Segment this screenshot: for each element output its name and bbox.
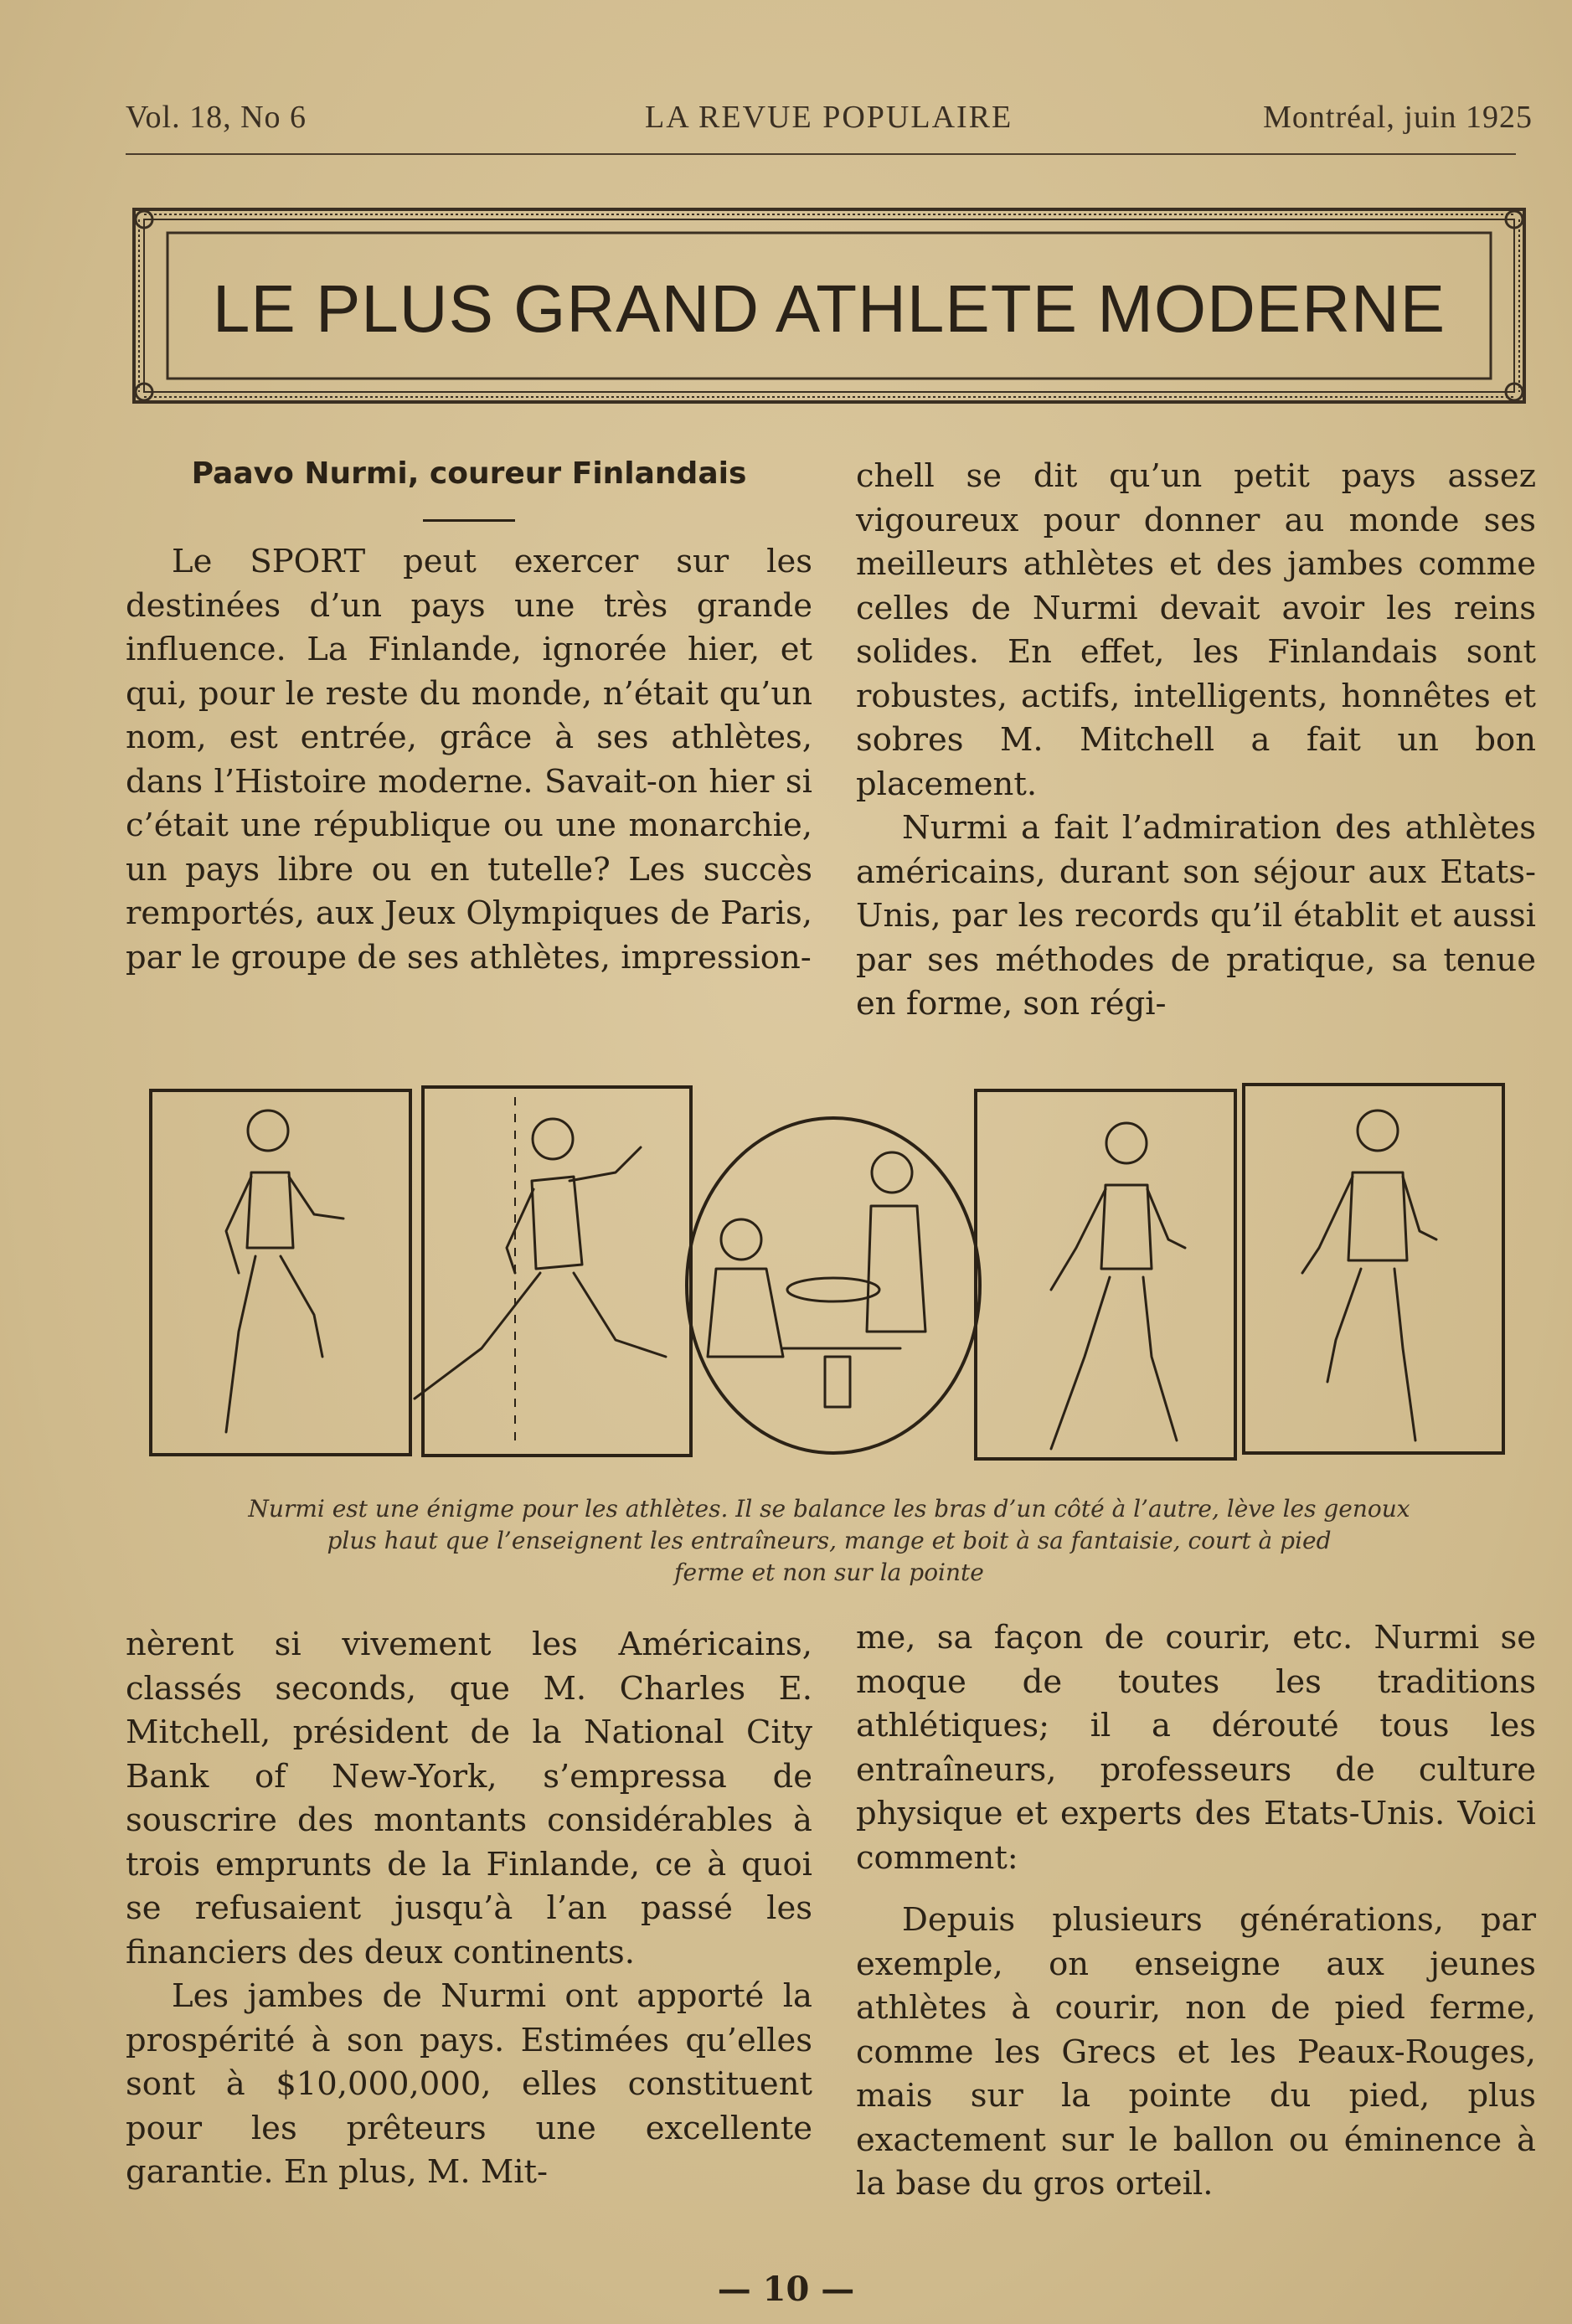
panel-frame xyxy=(423,1087,691,1456)
runner-torso xyxy=(1101,1185,1152,1269)
header-rule xyxy=(126,153,1516,155)
article-title: LE PLUS GRAND ATHLETE MODERNE xyxy=(212,271,1446,346)
volume-number: Vol. 18, No 6 xyxy=(126,100,307,135)
panel-frame xyxy=(1244,1085,1503,1453)
runner-torso xyxy=(247,1172,293,1248)
caption-line: Nurmi est une énigme pour les athlètes. Il se balance les bras d’un côté à l’autre, lève les genoux xyxy=(248,1495,1410,1523)
paragraph: chell se dit qu’un petit pays assez vigoureux pour donner au monde ses meilleurs athlètes et des jambes comme celles de Nurmi devait avoir les reins solides. En effet, les Finlandais sont robustes, actifs, intelligents, honnêtes et sobres M. Mitchell a fait un bon placement. xyxy=(856,457,1536,803)
runner-head xyxy=(533,1119,573,1159)
magazine-name: LA REVUE POPULAIRE xyxy=(645,100,1013,135)
article-subtitle: Paavo Nurmi, coureur Finlandais xyxy=(191,456,747,491)
caption-line: ferme et non sur la pointe xyxy=(674,1559,984,1586)
page-number: — 10 — xyxy=(717,2270,855,2309)
runner-torso xyxy=(1348,1172,1407,1260)
paragraph: Nurmi a fait l’admiration des athlètes américains, durant son séjour aux Etats-Unis, par les records qu’il établit et aussi par ses méthodes de pratique, sa tenue en forme, son régi- xyxy=(856,809,1536,1023)
illustration-panels xyxy=(147,1080,1508,1482)
separator-dash xyxy=(423,519,515,522)
dateline: Montréal, juin 1925 xyxy=(1263,100,1533,135)
paragraph: nèrent si vivement les Américains, classés seconds, que M. Charles E. Mitchell, président de la National City Bank of New-York, s’empressa de souscrire des montants considérables à trois emprunts de la Finlande, ce à quoi se refusaient jusqu’à l’an passé les financiers des deux continents. xyxy=(126,1626,812,1971)
figure-caption xyxy=(134,1493,1524,1589)
running-header xyxy=(126,99,1533,141)
column-upper-right xyxy=(856,455,1536,1027)
paragraph: Le SPORT peut exercer sur les destinées d’un pays une très grande influence. La Finlande, ignorée hier, et qui, pour le reste du monde, n’était qu’un nom, est entrée, grâce à ses athlètes, dans l’Histoire moderne. Savait-on hier si c’était une république ou une monarchie, un pays libre ou en tutelle? Les succès remportés, aux Jeux Olympiques de Paris, par le groupe de ses athlètes, impression- xyxy=(126,543,812,976)
column-lower-right xyxy=(856,1616,1536,2207)
runner-head xyxy=(248,1110,288,1151)
column-upper-left xyxy=(126,452,812,980)
waiter-head xyxy=(872,1152,912,1193)
runner-torso xyxy=(532,1177,582,1269)
paragraph: Les jambes de Nurmi ont apporté la prospérité à son pays. Estimées qu’elles sont à $10,000,000, elles constituent pour les prêteurs une excellente garantie. En plus, M. Mit- xyxy=(126,1977,812,2191)
paragraph: Depuis plusieurs générations, par exemple, on enseigne aux jeunes athlètes à courir, non de pied ferme, comme les Grecs et les Peaux-Rouges, mais sur la pointe du pied, plus exactement sur le ballon ou éminence à la base du gros orteil. xyxy=(856,1901,1536,2203)
column-lower-left xyxy=(126,1623,812,2195)
runner-head xyxy=(1106,1123,1147,1163)
caption-line: plus haut que l’enseignent les entraîneurs, mange et boit à sa fantaisie, court à pied xyxy=(327,1527,1332,1554)
runner-head xyxy=(1358,1110,1398,1151)
title-frame xyxy=(126,201,1533,410)
medallion-frame xyxy=(687,1118,980,1453)
diner-head xyxy=(721,1219,761,1260)
paragraph: me, sa façon de courir, etc. Nurmi se moque de toutes les traditions athlétiques; il a dérouté tous les entraîneurs, professeurs de culture physique et experts des Etats-Unis. Voici comment: xyxy=(856,1619,1536,1877)
